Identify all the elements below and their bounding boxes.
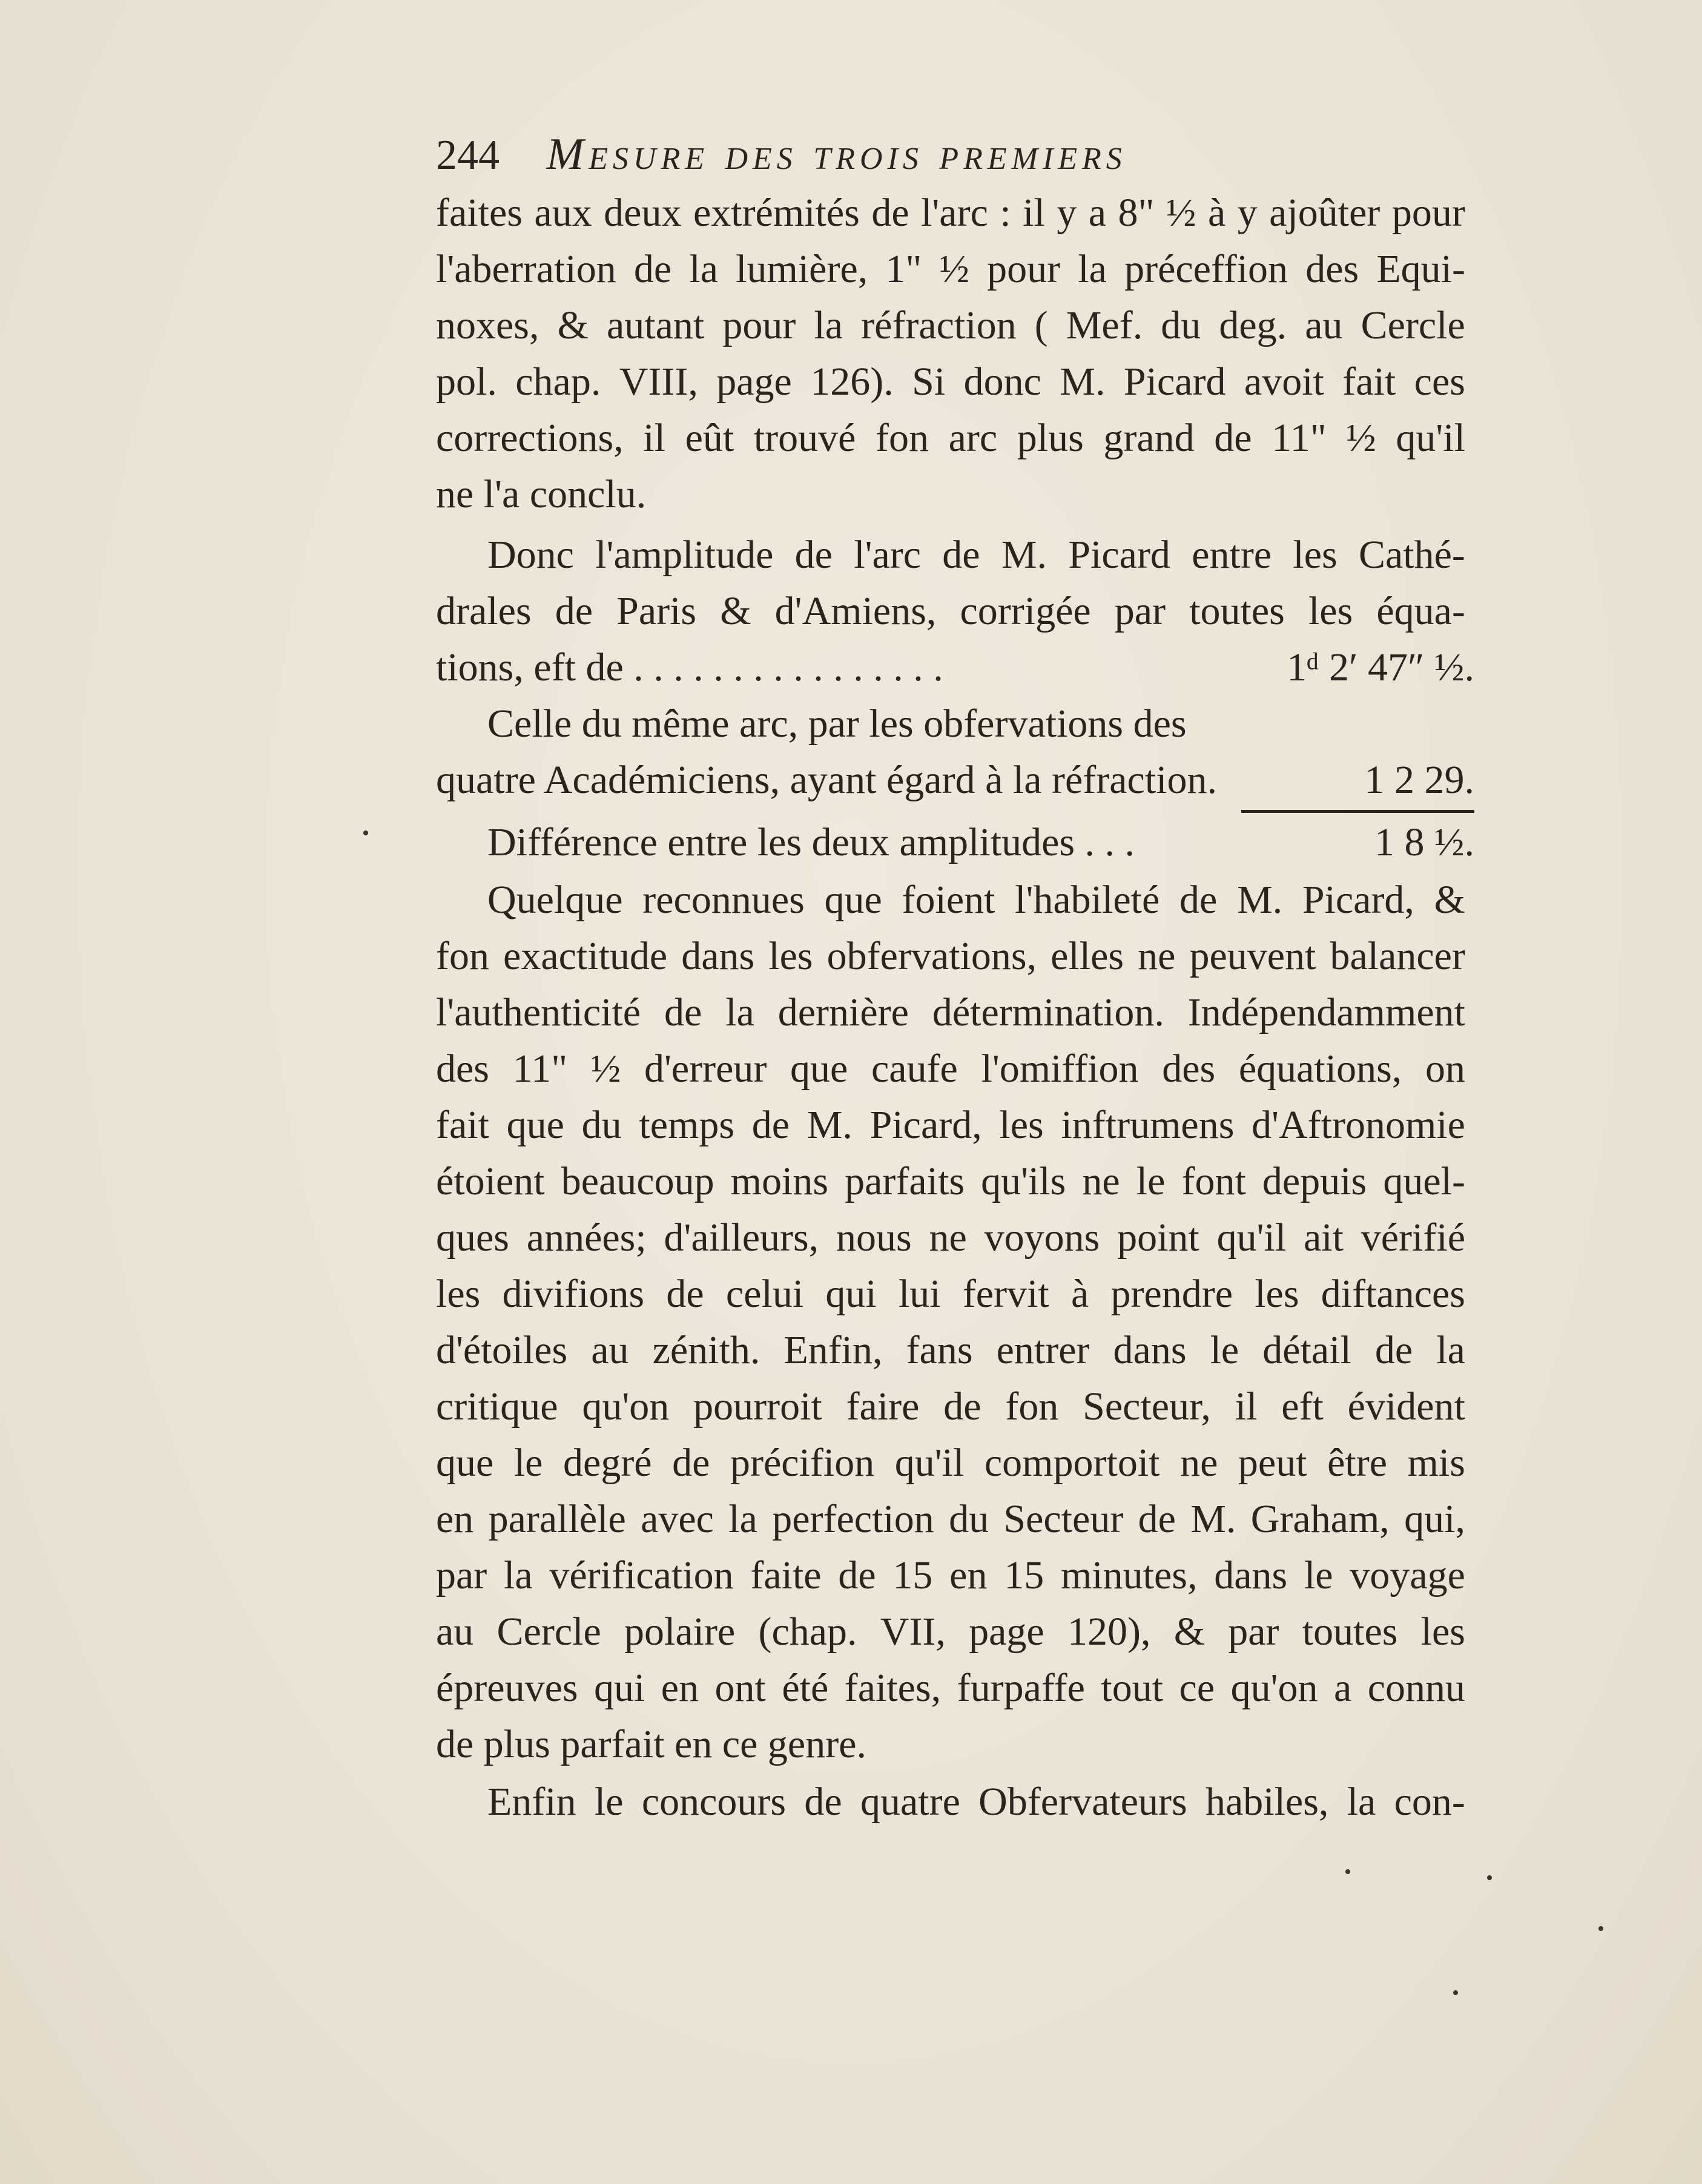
body-line: pol. chap. VIII, page 126). Si donc M. Picard avoit fait ces: [436, 360, 1465, 404]
page-number: 244: [436, 132, 500, 179]
page-header: [436, 124, 1405, 185]
table-row-value: 1ᵈ 2′ 47″ ½.: [1287, 645, 1474, 689]
body-line: faites aux deux extrémités de l'arc : il y a 8" ½ à y ajoûter pour: [436, 191, 1465, 235]
running-head: Mesure des trois premiers: [546, 130, 1127, 179]
table-row-value: 1 8 ½.: [1374, 820, 1474, 864]
paragraph-line: épreuves qui en ont été faites, furpaffe tout ce qu'on a connu: [436, 1666, 1465, 1710]
table-row-label: Différence entre les deux amplitudes . . .: [487, 820, 1135, 864]
paragraph-line: Quelque reconnues que foient l'habileté de M. Picard, &: [487, 878, 1465, 922]
paper-speck: [1453, 1990, 1458, 1995]
table-row-label: quatre Académiciens, ayant égard à la réfraction.: [436, 758, 1217, 802]
paper-speck: [1487, 1875, 1492, 1880]
table-row-label: Celle du même arc, par les obfervations des: [487, 702, 1187, 746]
paragraph-line: étoient beaucoup moins parfaits qu'ils ne le font depuis quel-: [436, 1159, 1465, 1203]
paragraph-line: que le degré de précifion qu'il comportoit ne peut être mis: [436, 1441, 1465, 1485]
sum-rule: [1241, 810, 1474, 813]
body-line: corrections, il eût trouvé fon arc plus grand de 11" ½ qu'il: [436, 416, 1465, 460]
paragraph-line: critique qu'on pourroit faire de fon Secteur, il eft évident: [436, 1384, 1465, 1429]
paragraph-line: de plus parfait en ce genre.: [436, 1722, 866, 1766]
paragraph-line: d'étoiles au zénith. Enfin, fans entrer dans le détail de la: [436, 1328, 1465, 1372]
paragraph-line: l'authenticité de la dernière détermination. Indépendamment: [436, 990, 1465, 1034]
table-row-value: 1 2 29.: [1364, 758, 1474, 802]
paragraph-line: Donc l'amplitude de l'arc de M. Picard entre les Cathé-: [487, 533, 1465, 577]
paper-speck: [1598, 1926, 1603, 1931]
table-row-label: tions, eft de . . . . . . . . . . . . . . . .: [436, 645, 943, 689]
paragraph-line: fait que du temps de M. Picard, les inftrumens d'Aftronomie: [436, 1103, 1465, 1147]
paragraph-line: les divifions de celui qui lui fervit à prendre les diftances: [436, 1272, 1465, 1316]
paragraph-line: par la vérification faite de 15 en 15 minutes, dans le voyage: [436, 1553, 1465, 1597]
body-line: noxes, & autant pour la réfraction ( Mef. du deg. au Cercle: [436, 303, 1465, 347]
body-line: l'aberration de la lumière, 1" ½ pour la préceffion des Equi-: [436, 247, 1465, 291]
paragraph-line: Enfin le concours de quatre Obfervateurs habiles, la con-: [487, 1780, 1465, 1824]
body-line: ne l'a conclu.: [436, 472, 647, 516]
paragraph-line: fon exactitude dans les obfervations, elles ne peuvent balancer: [436, 934, 1465, 978]
paragraph-line: drales de Paris & d'Amiens, corrigée par toutes les équa-: [436, 589, 1465, 633]
paper-speck: [1345, 1869, 1350, 1874]
paragraph-line: des 11" ½ d'erreur que caufe l'omiffion des équations, on: [436, 1047, 1465, 1091]
paragraph-line: au Cercle polaire (chap. VII, page 120), & par toutes les: [436, 1610, 1465, 1654]
paragraph-line: en parallèle avec la perfection du Secteur de M. Graham, qui,: [436, 1497, 1465, 1541]
paragraph-line: ques années; d'ailleurs, nous ne voyons point qu'il ait vérifié: [436, 1215, 1465, 1260]
paper-speck: [363, 831, 368, 835]
